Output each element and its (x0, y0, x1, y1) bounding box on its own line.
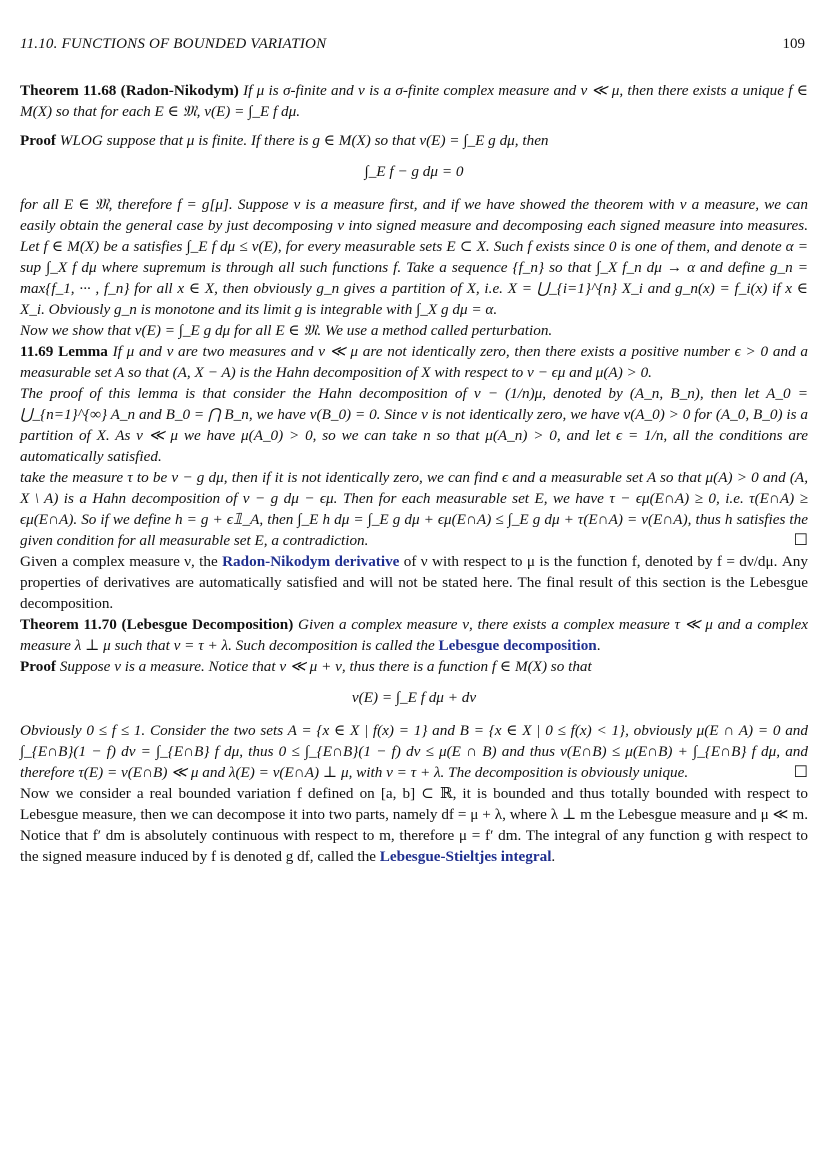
proof-lebesgue-body (20, 720, 808, 783)
proof-intro-text: WLOG suppose that μ is finite. If there is g ∈ M(X) so that ν(E) = ∫_E g dμ, then (59, 132, 549, 149)
radon-nikodym-derivative-term: Radon-Nikodym derivative (222, 553, 400, 570)
radon-nikodym-derivative-paragraph (20, 551, 808, 614)
theorem-statement: If μ is σ-finite and ν is a σ-finite complex measure and ν ≪ μ, then there exists a unique f ∈ M(X) so that for each E ∈ 𝔐, ν(E) = ∫_E f dμ. (20, 82, 808, 120)
theorem-statement-pre: Given a complex measure ν, there exists a complex measure τ ≪ μ and a complex measure λ ⊥ μ such that ν = τ + λ. Such decomposition is called the (20, 616, 808, 654)
main-text (20, 80, 808, 867)
lebesgue-stieltjes-integral-term: Lebesgue-Stieltjes integral (379, 848, 552, 865)
theorem-statement-post: . (596, 637, 601, 654)
lemma-proof: The proof of this lemma is that consider the Hahn decomposition of ν − (1/n)μ, denoted by (A_n, B_n), then let A_0 = ⋃_{n=1}^{∞} A_n and B_0 = ⋂ B_n, we have ν(B_0) = 0. Since ν is not identically zero, we have ν(A_0) > 0 for (A_0, B_0) is a partition of X. As ν ≪ μ we have μ(A_0) > 0, so we can take n so that μ(A_n) > 0, and let ϵ = 1/n, all the conditions are automatically satisfied. (20, 385, 808, 465)
proof-intro-text: Suppose ν is a measure. Notice that ν ≪ μ + ν, thus there is a function f ∈ M(X) so that (59, 658, 592, 675)
proof-label: Proof (20, 132, 56, 149)
rn-text-pre: Given a complex measure ν, the (20, 553, 223, 570)
rn-text-post: of ν with respect to μ is the function f, denoted by f = dν/dμ. Any properties of derivatives are automatically satisfied and will not be stated here. The final result of this section is the Lebesgue decomposition. (20, 553, 808, 612)
theorem-label: Theorem 11.70 (Lebesgue Decomposition) (20, 616, 294, 633)
ls-text-post: . (551, 848, 556, 865)
theorem-11-68 (20, 80, 808, 122)
qed-square-icon: ☐ (793, 532, 808, 549)
lemma-11-69 (20, 341, 808, 383)
lemma-label: 11.69 Lemma (20, 343, 108, 360)
proof-continuation (20, 467, 808, 551)
section-title: 11.10. FUNCTIONS OF BOUNDED VARIATION (20, 36, 327, 52)
ls-text-pre: Now we consider a real bounded variation f defined on [a, b] ⊂ ℝ, it is bounded and thus totally bounded with respect to Lebesgue measure, then we can decompose it into two parts, namely df = μ + λ, where λ ⊥ m the Lebesgue measure and μ ≪ m. Notice that f′ dm is absolutely continuous with respect to m, therefore μ = f′ dm. The integral of any function g with respect to the signed measure induced by f is denoted g df, called the (20, 785, 808, 865)
proof-lebesgue-text: Obviously 0 ≤ f ≤ 1. Consider the two sets A = {x ∈ X | f(x) = 1} and B = {x ∈ X | 0 ≤ f(x) < 1}, obviously μ(E ∩ A) = 0 and ∫_{E∩B}(1 − f) dν = ∫_{E∩B} f dμ, thus 0 ≤ ∫_{E∩B}(1 − f) dν ≤ μ(E ∩ B) and thus ν(E∩B) ≤ μ(E∩B) + ∫_{E∩B} f dμ, and therefore τ(E) = ν(E∩B) ≪ μ and λ(E) = ν(E∩A) ⊥ μ, with ν = τ + λ. The decomposition is obviously unique. (20, 722, 808, 781)
proof-continuation-text: take the measure τ to be ν − g dμ, then if it is not identically zero, we can find ϵ and a measurable set A so that μ(A) > 0 and (A, X \ A) is a Hahn decomposition of ν − g dμ − ϵμ. Then for each measurable set E, we have τ − ϵμ(E∩A) ≥ 0, i.e. τ(E∩A) ≥ ϵμ(E∩A). So if we define h = g + ϵ𝟙_A, then ∫_E h dμ = ∫_E g dμ + ϵμ(E∩A) ≤ ∫_E g dμ + τ(E∩A) = ν(E∩A), thus h satisfies the given condition for all measurable set E, a contradiction. (20, 469, 808, 549)
proof-lebesgue-intro (20, 656, 808, 677)
proof-radon-nikodym-body: for all E ∈ 𝔐, therefore f = g[μ]. Suppose ν is a measure first, and if we have showed the theorem with ν a measure, we can easily obtain the general case by just decomposing ν into signed measure and decomposing each signed measure into measures. Let f ∈ M(X) be a satisfies ∫_E f dμ ≤ ν(E), for every measurable sets E ⊂ X. Such f exists since 0 is one of them, and denote α = sup ∫_X f dμ where supremum is through all such functions f. Take a sequence {f_n} so that ∫_X f_n dμ → α and define g_n = max{f_1, ··· , f_n} for all x ∈ X, then obviously g_n gives a partition of X, i.e. X = ⋃_{i=1}^{n} X_i and g_n(x) = f_i(x) if x ∈ X_i. Obviously g_n is monotone and its limit g is integrable with ∫_X g dμ = α. (20, 196, 808, 318)
page-number: 109 (782, 36, 805, 52)
lemma-statement: If μ and ν are two measures and ν ≪ μ are not identically zero, then there exists a positive number ϵ > 0 and a measurable set A so that (A, X − A) is the Hahn decomposition of X with respect to ν − ϵμ and μ(A) > 0. (20, 343, 809, 381)
theorem-11-70 (20, 614, 808, 656)
lebesgue-stieltjes-paragraph (20, 783, 808, 867)
qed-square-icon: ☐ (793, 764, 808, 781)
proof-radon-nikodym-intro (20, 130, 808, 151)
display-equation-2: ν(E) = ∫_E f dμ + dν (351, 689, 477, 706)
theorem-label: Theorem 11.68 (Radon-Nikodym) (20, 82, 239, 99)
proof-perturbation-line: Now we show that ν(E) = ∫_E g dμ for all E ∈ 𝔐. We use a method called perturbation. (20, 322, 553, 339)
display-equation-1: ∫_E f − g dμ = 0 (364, 163, 464, 180)
proof-label: Proof (20, 658, 56, 675)
lebesgue-decomposition-term: Lebesgue decomposition (438, 637, 597, 654)
running-header (20, 36, 805, 56)
